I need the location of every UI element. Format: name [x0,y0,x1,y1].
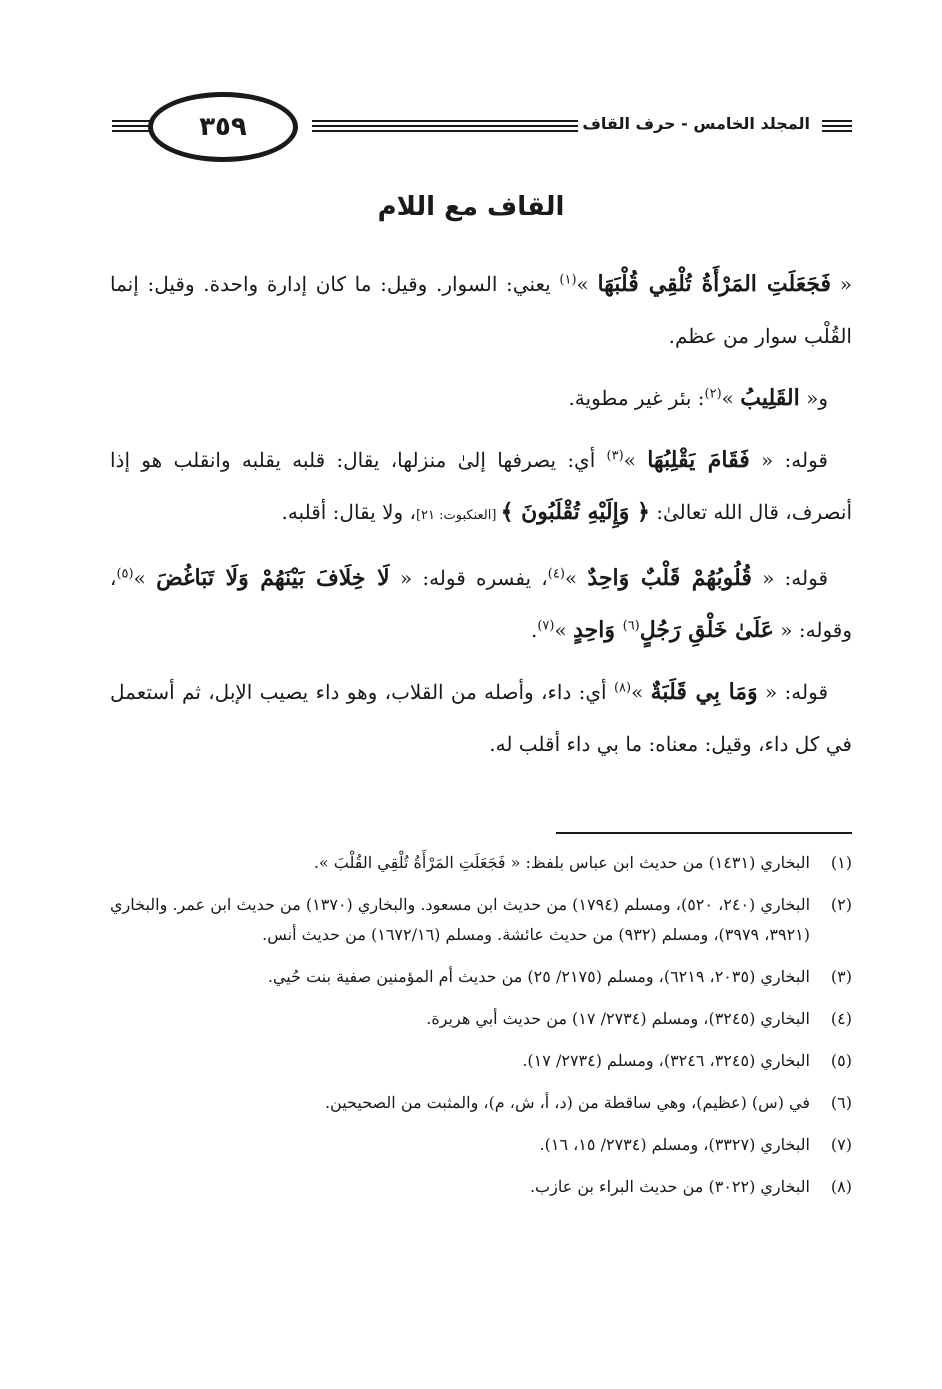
headword: فَقَامَ يَقْلِبُهَا [647,447,750,473]
footnote-number: (٨) [830,1177,852,1196]
headword: قُلُوبُهُمْ قَلْبٌ وَاحِدٌ [587,565,752,591]
footnote-number: (٥) [830,1051,852,1070]
text-run: » [623,448,648,472]
footnote-reference: (٢) [704,386,722,402]
text-run: ، ولا يقال: أقلبه. [281,500,416,524]
footnote-text: البخاري (٣٣٢٧)، ومسلم (٢٧٣٤/ ١٥، ١٦). [539,1135,810,1154]
footnote [110,848,852,878]
footnote [110,962,852,992]
headword: لَا خِلَافَ بَيْنَهُمْ وَلَا تَبَاغُضَ [156,565,390,591]
footnote-reference: (٥) [116,566,134,582]
footnote-reference: (٧) [537,618,555,634]
text-run: » [576,272,598,296]
footnote-reference: (٤) [547,566,565,582]
footnote [110,890,852,950]
paragraph [110,372,852,424]
footnote [110,1130,852,1160]
body-text [110,258,852,780]
text-run: أي: داء، وأصله من القلاب، وهو داء يصيب الإبل، ثم أستعمل في كل داء، وقيل: معناه: ما بي داء أقلب له. [110,680,852,756]
footnote-text: في (س) (عظيم)، وهي ساقطة من (د، أ، ش، م)، والمثبت من الصحيحين. [324,1093,810,1112]
footnote-reference: (١) [559,272,577,288]
footnote-number: (٦) [830,1093,852,1112]
footnote-text: البخاري (٣٢٤٥، ٣٢٤٦)، ومسلم (٢٧٣٤/ ١٧). [522,1051,810,1070]
page-header [112,92,852,168]
headword: عَلَىٰ خَلْقِ رَجُلٍ [639,617,774,643]
footnote-text: البخاري (٣٢٤٥)، ومسلم (٢٧٣٤/ ١٧) من حديث أبي هريرة. [426,1009,810,1028]
footnote-number: (٤) [830,1009,852,1028]
text-run: و« [799,386,828,410]
footnote-reference: (٨) [613,680,632,696]
footnote-number: (٧) [830,1135,852,1154]
paragraph [110,666,852,770]
headword: فَجَعَلَتِ المَرْأَةُ تُلْقِي قُلْبَهَا [597,271,832,297]
footnote-number: (١) [830,853,852,872]
citation: [العنكبوت: ٢١] [415,508,501,523]
footnote-number: (٣) [830,967,852,986]
running-head: المجلد الخامس - حرف القاف [578,114,814,133]
paragraph [110,434,852,542]
text-run: ، وقوله: « [110,566,852,642]
page-number-badge [148,92,298,162]
headword: وَمَا بِي قَلَبَةٌ [650,679,758,705]
footnote [110,1046,852,1076]
footnote-text: البخاري (٢٠٣٥، ٦٢١٩)، ومسلم (٢١٧٥/ ٢٥) من حديث أم المؤمنين صفية بنت حُيي. [267,967,810,986]
text-run: قوله: « [757,680,829,704]
footnote-reference: (٦) [622,618,640,634]
footnotes [110,848,852,1214]
footnote [110,1088,852,1118]
text-run: » [721,386,741,410]
headword: القَلِيبُ [740,385,800,411]
footnote-text: البخاري (١٤٣١) من حديث ابن عباس بلفظ: « فَجَعَلَتِ المَرْأَةُ تُلْقِي القُلْبَ ». [313,853,810,872]
footnote-text: البخاري (٣٠٢٢) من حديث البراء بن عازب. [529,1177,810,1196]
footnote-text: البخاري (٢٤٠، ٥٢٠)، ومسلم (١٧٩٤) من حديث ابن مسعود. والبخاري (١٣٧٠) من حديث ابن عمر. والبخاري (٣٩٢١، ٣٩٧٩)، ومسلم (٩٣٢) من حديث عائشة. ومسلم (١٦٧٢/١٦) من حديث أنس. [110,895,811,944]
header-rule-right [822,120,852,136]
section-title: القاف مع اللام [377,192,565,222]
text-run: قوله: « [751,566,829,590]
text-run: : بئر غير مطوية. [568,386,705,410]
text-run: ، يفسره قوله: « [389,566,548,590]
text-run: » [554,618,574,642]
footnote-number: (٢) [830,895,852,914]
text-run: يعني: السوار. وقيل: ما كان إدارة واحدة. وقيل: إنما القُلْب سوار من عظم. [110,272,852,348]
text-run: أي: يصرفها إلىٰ منزلها، يقال: قلبه يقلبه وانقلب هو إذا أنصرف، قال الله تعالىٰ: [110,448,852,524]
footnote-separator [556,832,852,834]
headword: وَاحِدٍ [573,617,623,643]
text-run: « [831,272,852,296]
paragraph [110,258,852,362]
footnote [110,1004,852,1034]
headword: ﴿ وَإِلَيْهِ تُقْلَبُونَ ﴾ [500,499,650,525]
paragraph [110,552,852,656]
footnote-reference: (٣) [606,448,624,464]
text-run: قوله: « [749,448,828,472]
text-run: » [564,566,588,590]
page-number: ٣٥٩ [199,112,247,142]
text-run: . [530,618,538,642]
text-run: » [631,680,651,704]
text-run: » [133,566,157,590]
footnote [110,1172,852,1202]
